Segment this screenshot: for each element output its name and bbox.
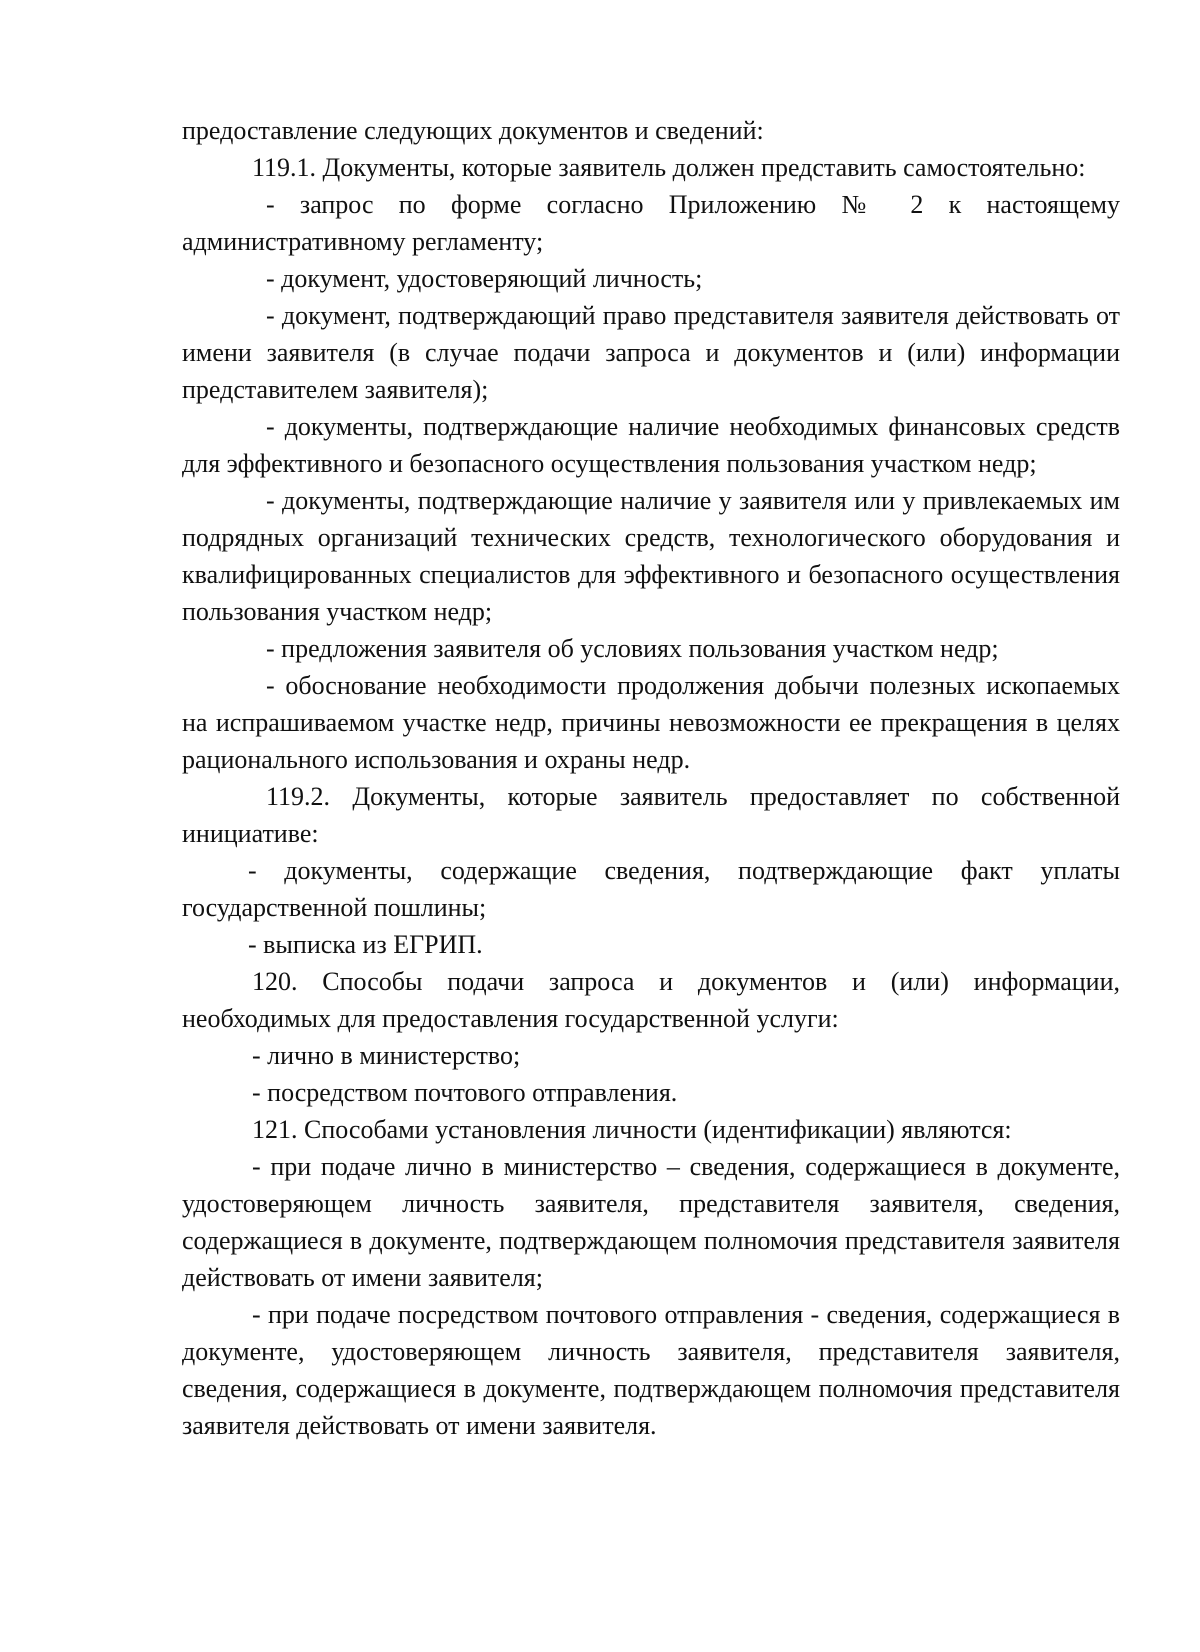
list-item-in-person: - лично в министерство; bbox=[252, 1041, 521, 1070]
list-item-by-post: - посредством почтового отправления. bbox=[252, 1078, 678, 1107]
list-item-identification-in-person: - при подаче лично в министерство – сведения, содержащиеся в документе, удостоверяющем личность заявителя, представителя заявителя, сведения, содержащиеся в документе, подтверждающем полномочия представителя заявителя действовать от имени заявителя; bbox=[182, 1152, 1120, 1292]
list-item-representative-authority: - документ, подтверждающий право представителя заявителя действовать от имени заявителя (в случае подачи запроса и документов и (или) информации представителем заявителя); bbox=[182, 301, 1120, 404]
list-item-usage-proposals: - предложения заявителя об условиях пользования участком недр; bbox=[266, 634, 999, 663]
list-item-identification-by-post: - при подаче посредством почтового отправления - сведения, содержащиеся в документе, удостоверяющем личность заявителя, представителя заявителя, сведения, содержащиеся в документе, подтверждающем полномочия представителя заявителя действовать от имени заявителя. bbox=[182, 1300, 1120, 1440]
list-item-egrip-extract: - выписка из ЕГРИП. bbox=[248, 930, 483, 959]
paragraph-119-1: 119.1. Документы, которые заявитель должен представить самостоятельно: bbox=[252, 153, 1086, 182]
list-item-technical-means: - документы, подтверждающие наличие у заявителя или у привлекаемых им подрядных организаций технических средств, технологического оборудования и квалифицированных специалистов для эффективного и безопасного осуществления пользования участком недр; bbox=[182, 486, 1120, 626]
list-item-request-form: - запрос по форме согласно Приложению № 2 к настоящему административному регламенту; bbox=[182, 190, 1120, 256]
list-item-financial-means: - документы, подтверждающие наличие необходимых финансовых средств для эффективного и безопасного осуществления пользования участком недр; bbox=[182, 412, 1120, 478]
list-item-extraction-justification: - обоснование необходимости продолжения добычи полезных ископаемых на испрашиваемом участке недр, причины невозможности ее прекращения в целях рационального использования и охраны недр. bbox=[182, 671, 1120, 774]
list-item-state-fee: - документы, содержащие сведения, подтверждающие факт уплаты государственной пошлины; bbox=[182, 856, 1120, 922]
paragraph-intro: предоставление следующих документов и сведений: bbox=[182, 116, 764, 145]
paragraph-121: 121. Способами установления личности (идентификации) являются: bbox=[252, 1115, 1012, 1144]
paragraph-120: 120. Способы подачи запроса и документов и (или) информации, необходимых для предоставления государственной услуги: bbox=[182, 967, 1120, 1033]
paragraph-119-2: 119.2. Документы, которые заявитель предоставляет по собственной инициативе: bbox=[182, 782, 1120, 848]
document-body bbox=[182, 112, 1120, 1444]
list-item-identity-document: - документ, удостоверяющий личность; bbox=[266, 264, 703, 293]
